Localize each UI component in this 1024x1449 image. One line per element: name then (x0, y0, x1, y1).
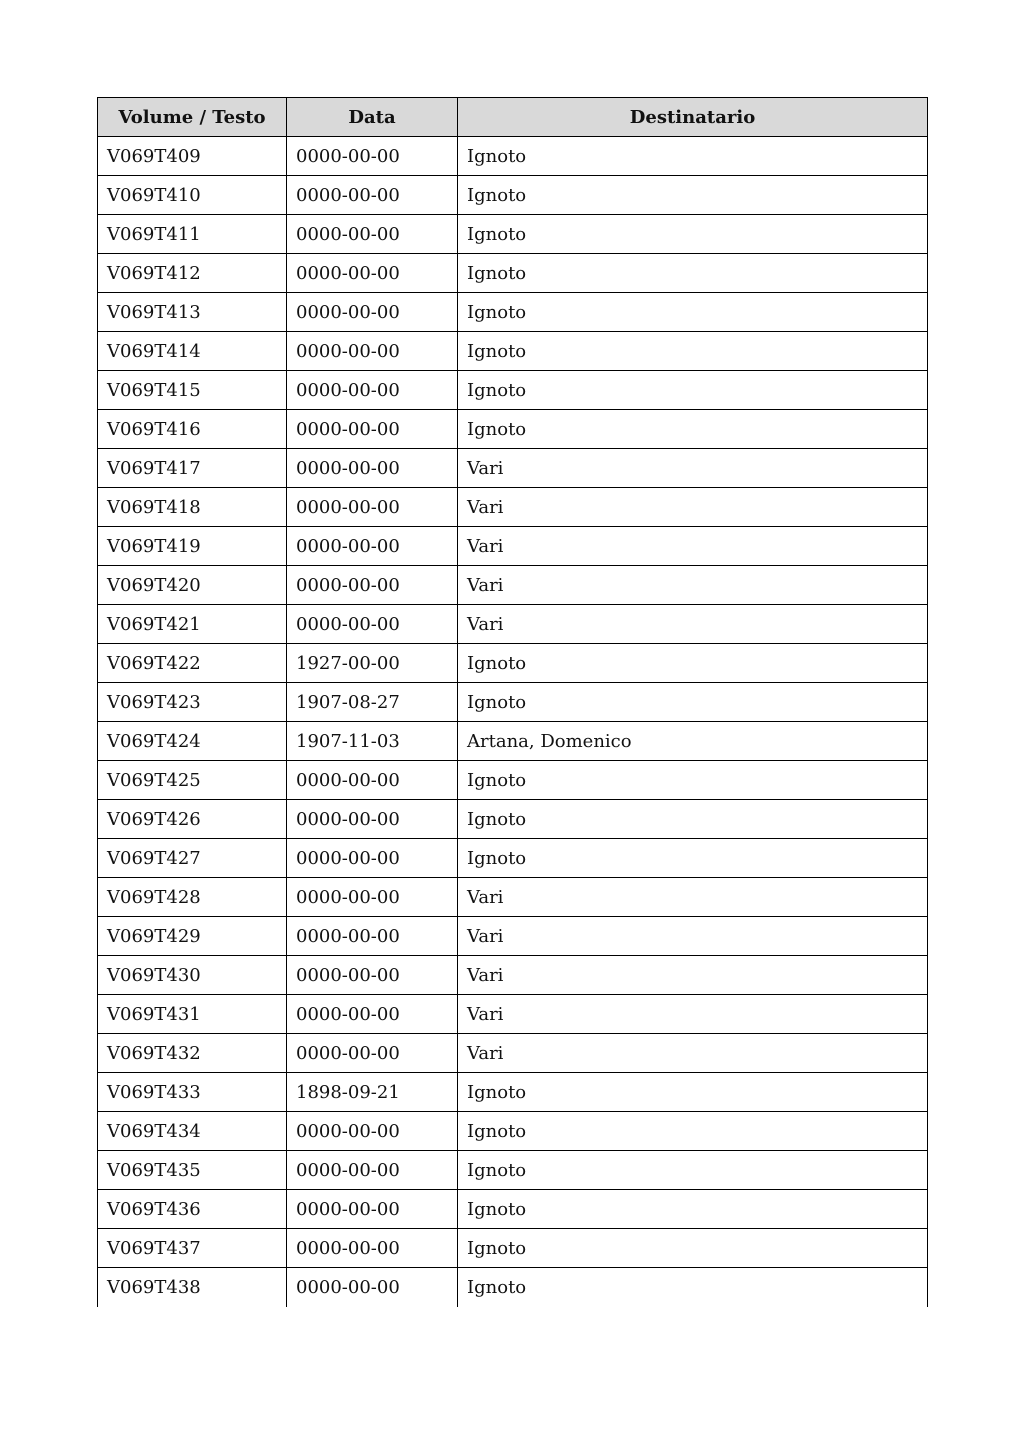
cell-destinatario: Ignoto (458, 410, 928, 449)
cell-volume-testo: V069T437 (98, 1229, 287, 1268)
cell-data: 0000-00-00 (287, 995, 458, 1034)
letters-register-table (97, 97, 928, 1307)
cell-volume-testo: V069T430 (98, 956, 287, 995)
cell-volume-testo: V069T438 (98, 1268, 287, 1307)
table-body (98, 137, 928, 1307)
table-row (98, 254, 928, 293)
table-row (98, 917, 928, 956)
cell-destinatario: Ignoto (458, 332, 928, 371)
table-row (98, 410, 928, 449)
table-row (98, 1268, 928, 1307)
cell-data: 0000-00-00 (287, 449, 458, 488)
cell-volume-testo: V069T414 (98, 332, 287, 371)
cell-destinatario: Ignoto (458, 254, 928, 293)
cell-volume-testo: V069T431 (98, 995, 287, 1034)
cell-data: 0000-00-00 (287, 839, 458, 878)
table-row (98, 137, 928, 176)
cell-destinatario: Ignoto (458, 761, 928, 800)
table-row (98, 956, 928, 995)
table-row (98, 1229, 928, 1268)
cell-volume-testo: V069T409 (98, 137, 287, 176)
header-destinatario: Destinatario (458, 98, 928, 137)
cell-volume-testo: V069T419 (98, 527, 287, 566)
cell-volume-testo: V069T415 (98, 371, 287, 410)
cell-destinatario: Ignoto (458, 137, 928, 176)
cell-destinatario: Ignoto (458, 1112, 928, 1151)
cell-destinatario: Ignoto (458, 1268, 928, 1307)
cell-data: 0000-00-00 (287, 1034, 458, 1073)
cell-destinatario: Ignoto (458, 1229, 928, 1268)
cell-volume-testo: V069T425 (98, 761, 287, 800)
header-data: Data (287, 98, 458, 137)
table-row (98, 449, 928, 488)
cell-data: 0000-00-00 (287, 761, 458, 800)
table-row (98, 839, 928, 878)
cell-volume-testo: V069T426 (98, 800, 287, 839)
table-row (98, 332, 928, 371)
cell-destinatario: Ignoto (458, 293, 928, 332)
table-row (98, 1151, 928, 1190)
table-row (98, 800, 928, 839)
cell-volume-testo: V069T412 (98, 254, 287, 293)
header-row (98, 98, 928, 137)
cell-data: 0000-00-00 (287, 1112, 458, 1151)
cell-data: 0000-00-00 (287, 176, 458, 215)
cell-data: 0000-00-00 (287, 1190, 458, 1229)
cell-destinatario: Ignoto (458, 371, 928, 410)
cell-volume-testo: V069T418 (98, 488, 287, 527)
cell-data: 0000-00-00 (287, 917, 458, 956)
table-row (98, 527, 928, 566)
cell-destinatario: Vari (458, 956, 928, 995)
cell-volume-testo: V069T410 (98, 176, 287, 215)
cell-data: 0000-00-00 (287, 332, 458, 371)
cell-destinatario: Vari (458, 527, 928, 566)
cell-destinatario: Ignoto (458, 839, 928, 878)
cell-destinatario: Ignoto (458, 644, 928, 683)
cell-volume-testo: V069T432 (98, 1034, 287, 1073)
cell-data: 0000-00-00 (287, 566, 458, 605)
cell-destinatario: Ignoto (458, 1073, 928, 1112)
cell-destinatario: Vari (458, 995, 928, 1034)
table-row (98, 1034, 928, 1073)
cell-volume-testo: V069T411 (98, 215, 287, 254)
table-row (98, 371, 928, 410)
table-row (98, 605, 928, 644)
cell-data: 0000-00-00 (287, 956, 458, 995)
cell-volume-testo: V069T420 (98, 566, 287, 605)
cell-volume-testo: V069T413 (98, 293, 287, 332)
cell-destinatario: Vari (458, 449, 928, 488)
cell-volume-testo: V069T428 (98, 878, 287, 917)
cell-volume-testo: V069T429 (98, 917, 287, 956)
cell-data: 0000-00-00 (287, 293, 458, 332)
cell-destinatario: Ignoto (458, 215, 928, 254)
table-row (98, 683, 928, 722)
cell-data: 0000-00-00 (287, 1268, 458, 1307)
table-row (98, 722, 928, 761)
cell-destinatario: Ignoto (458, 800, 928, 839)
cell-volume-testo: V069T421 (98, 605, 287, 644)
cell-data: 0000-00-00 (287, 488, 458, 527)
cell-volume-testo: V069T433 (98, 1073, 287, 1112)
cell-destinatario: Ignoto (458, 683, 928, 722)
cell-volume-testo: V069T435 (98, 1151, 287, 1190)
cell-data: 0000-00-00 (287, 254, 458, 293)
cell-destinatario: Vari (458, 488, 928, 527)
table-row (98, 995, 928, 1034)
cell-destinatario: Vari (458, 566, 928, 605)
table-row (98, 1190, 928, 1229)
cell-data: 1907-08-27 (287, 683, 458, 722)
cell-data: 0000-00-00 (287, 800, 458, 839)
table-row (98, 761, 928, 800)
table-row (98, 176, 928, 215)
cell-data: 0000-00-00 (287, 1229, 458, 1268)
cell-destinatario: Vari (458, 917, 928, 956)
cell-volume-testo: V069T424 (98, 722, 287, 761)
cell-volume-testo: V069T422 (98, 644, 287, 683)
table-row (98, 293, 928, 332)
table-row (98, 644, 928, 683)
cell-data: 0000-00-00 (287, 410, 458, 449)
cell-data: 1898-09-21 (287, 1073, 458, 1112)
table-row (98, 488, 928, 527)
cell-data: 0000-00-00 (287, 1151, 458, 1190)
cell-destinatario: Vari (458, 1034, 928, 1073)
cell-data: 0000-00-00 (287, 605, 458, 644)
cell-volume-testo: V069T427 (98, 839, 287, 878)
cell-destinatario: Ignoto (458, 176, 928, 215)
table-row (98, 1112, 928, 1151)
table-row (98, 1073, 928, 1112)
cell-volume-testo: V069T434 (98, 1112, 287, 1151)
cell-destinatario: Ignoto (458, 1151, 928, 1190)
table-row (98, 566, 928, 605)
cell-destinatario: Vari (458, 605, 928, 644)
cell-destinatario: Vari (458, 878, 928, 917)
cell-data: 0000-00-00 (287, 215, 458, 254)
cell-volume-testo: V069T416 (98, 410, 287, 449)
cell-destinatario: Ignoto (458, 1190, 928, 1229)
header-volume-testo: Volume / Testo (98, 98, 287, 137)
cell-data: 0000-00-00 (287, 527, 458, 566)
cell-data: 1927-00-00 (287, 644, 458, 683)
cell-destinatario: Artana, Domenico (458, 722, 928, 761)
cell-data: 0000-00-00 (287, 878, 458, 917)
table-row (98, 215, 928, 254)
cell-data: 0000-00-00 (287, 371, 458, 410)
cell-volume-testo: V069T423 (98, 683, 287, 722)
table-row (98, 878, 928, 917)
cell-volume-testo: V069T436 (98, 1190, 287, 1229)
cell-data: 1907-11-03 (287, 722, 458, 761)
table-header (98, 98, 928, 137)
cell-volume-testo: V069T417 (98, 449, 287, 488)
cell-data: 0000-00-00 (287, 137, 458, 176)
